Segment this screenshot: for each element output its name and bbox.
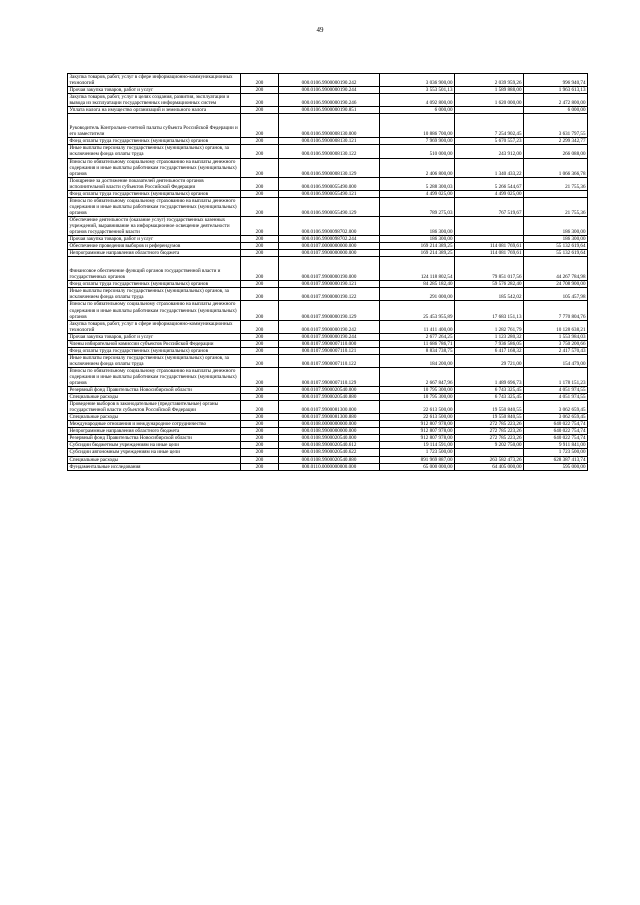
row-name-cell: Прочая закупка товаров, работ и услуг — [68, 236, 241, 243]
row-executed-cell: 1 589 888,00 — [455, 87, 524, 94]
row-admin-code-cell: 200 — [241, 107, 279, 114]
table-row — [68, 177, 588, 190]
table-row — [68, 281, 588, 288]
row-budget-code-cell: 000.0106.9900008130.122 — [279, 145, 380, 158]
row-approved-cell: 1 723 500,00 — [380, 449, 455, 456]
row-approved-cell: 5 288 300,03 — [380, 177, 455, 190]
row-executed-cell: 5 670 557,23 — [455, 138, 524, 145]
row-unexecuted-cell: 266 088,00 — [524, 145, 588, 158]
row-approved-cell: 11 411 400,00 — [380, 320, 455, 333]
row-name-cell: Закупка товаров, работ, услуг в сфере информационно-коммуникационных технологий — [68, 320, 241, 333]
row-budget-code-cell: 000.0107.9900000190.122 — [279, 288, 380, 301]
row-unexecuted-cell: 3 750 200,66 — [524, 340, 588, 347]
row-approved-cell: 291 000,00 — [380, 288, 455, 301]
row-name-cell: Обеспечение проведения выборов и референдумов — [68, 243, 241, 250]
row-approved-cell: 65 000 000,00 — [380, 463, 455, 470]
row-unexecuted-cell: 3 062 659,45 — [524, 414, 588, 421]
table-row — [68, 394, 588, 401]
row-name-cell: Фонд оплаты труда государственных (муниципальных) органов — [68, 138, 241, 145]
row-executed-cell: 7 936 586,05 — [455, 340, 524, 347]
row-approved-cell: 510 000,00 — [380, 145, 455, 158]
row-name-cell: Поощрение за достижение показателей деятельности органов исполнительной власти субъектов Российской Федерации — [68, 177, 241, 190]
row-unexecuted-cell: 628 387 413,74 — [524, 456, 588, 463]
table-row — [68, 449, 588, 456]
row-executed-cell: 5 266 544,67 — [455, 177, 524, 190]
row-executed-cell: 1 123 280,32 — [455, 333, 524, 340]
row-unexecuted-cell: 640 022 754,74 — [524, 435, 588, 442]
row-budget-code-cell: 000.0106.9900000190.851 — [279, 107, 380, 114]
row-approved-cell: 10 795 300,00 — [380, 387, 455, 394]
row-budget-code-cell: 000.0107.9900007110.122 — [279, 354, 380, 367]
row-admin-code-cell: 200 — [241, 421, 279, 428]
table-row — [68, 354, 588, 367]
row-name-cell: Финансовое обеспечение функций органов государственной власти и государственных органов — [68, 257, 241, 281]
row-unexecuted-cell: 186 300,00 — [524, 216, 588, 235]
row-admin-code-cell: 200 — [241, 394, 279, 401]
table-row — [68, 333, 588, 340]
row-name-cell: Взносы по обязательному социальному страхованию на выплаты денежного содержания и иные выплаты работникам государственных (муниципальных) органов — [68, 367, 241, 386]
row-admin-code-cell: 200 — [241, 333, 279, 340]
row-unexecuted-cell: 1 178 151,23 — [524, 367, 588, 386]
row-name-cell: Прочая закупка товаров, работ и услуг — [68, 87, 241, 94]
row-unexecuted-cell: 21 755,36 — [524, 197, 588, 216]
row-name-cell: Взносы по обязательному социальному страхованию на выплаты денежного содержания и иные выплаты работникам государственных (муниципальных) органов — [68, 158, 241, 177]
row-name-cell: Взносы по обязательному социальному страхованию на выплаты денежного содержания и иные выплаты работникам государственных (муниципальных) органов — [68, 197, 241, 216]
row-unexecuted-cell: 21 755,36 — [524, 177, 588, 190]
row-admin-code-cell: 200 — [241, 463, 279, 470]
row-budget-code-cell: 000.0107.9900000000.000 — [279, 250, 380, 257]
row-unexecuted-cell: 996 940,74 — [524, 74, 588, 87]
row-admin-code-cell: 200 — [241, 367, 279, 386]
row-unexecuted-cell: 10 128 638,21 — [524, 320, 588, 333]
row-budget-code-cell: 000.0106.9900000190.242 — [279, 74, 380, 87]
row-approved-cell: 186 300,00 — [380, 216, 455, 235]
row-unexecuted-cell: 2 417 570,43 — [524, 347, 588, 354]
row-unexecuted-cell: 154 479,00 — [524, 354, 588, 367]
row-name-cell: Проведение выборов в законодательные (представительные) органы государственной власти субъектов Российской Федерации — [68, 401, 241, 414]
row-admin-code-cell: 200 — [241, 236, 279, 243]
row-approved-cell: 84 285 182,40 — [380, 281, 455, 288]
row-unexecuted-cell: 640 022 754,74 — [524, 421, 588, 428]
row-approved-cell: 169 214 389,25 — [380, 250, 455, 257]
row-name-cell: Специальные расходы — [68, 456, 241, 463]
row-executed-cell: 59 576 282,40 — [455, 281, 524, 288]
row-budget-code-cell: 000.0108.9900020540.622 — [279, 449, 380, 456]
row-executed-cell: 4 499 025,00 — [455, 190, 524, 197]
row-approved-cell: 912 807 978,00 — [380, 428, 455, 435]
row-name-cell: Субсидии автономным учреждениям на иные цели — [68, 449, 241, 456]
table-row — [68, 463, 588, 470]
row-unexecuted-cell: 1 066 366,78 — [524, 158, 588, 177]
row-budget-code-cell: 000.0106.9900098702.244 — [279, 236, 380, 243]
row-budget-code-cell: 000.0107.9900000190.242 — [279, 320, 380, 333]
table-row — [68, 197, 588, 216]
row-name-cell: Закупка товаров, работ, услуг в целях создания, развития, эксплуатации и вывода из эксплуатации государственных информационных систем — [68, 94, 241, 107]
row-admin-code-cell: 200 — [241, 138, 279, 145]
row-unexecuted-cell: 24 708 900,00 — [524, 281, 588, 288]
row-unexecuted-cell: 7 770 804,76 — [524, 301, 588, 320]
row-approved-cell: 184 200,00 — [380, 354, 455, 367]
table-row — [68, 216, 588, 235]
budget-execution-table — [67, 73, 588, 471]
row-admin-code-cell: 200 — [241, 114, 279, 138]
table-row — [68, 107, 588, 114]
row-executed-cell: 1 282 761,79 — [455, 320, 524, 333]
row-admin-code-cell: 200 — [241, 197, 279, 216]
row-budget-code-cell: 000.0106.9900055490.000 — [279, 177, 380, 190]
row-approved-cell: 912 807 978,00 — [380, 435, 455, 442]
row-executed-cell: 272 785 223,26 — [455, 421, 524, 428]
row-unexecuted-cell: 4 051 974,55 — [524, 387, 588, 394]
row-approved-cell: 2 667 847,96 — [380, 367, 455, 386]
row-budget-code-cell: 000.0107.9900000190.000 — [279, 257, 380, 281]
row-admin-code-cell: 200 — [241, 250, 279, 257]
table-row — [68, 414, 588, 421]
row-name-cell: Фонд оплаты труда государственных (муниципальных) органов — [68, 281, 241, 288]
row-admin-code-cell: 200 — [241, 347, 279, 354]
row-name-cell: Субсидии бюджетным учреждениям на иные цели — [68, 442, 241, 449]
row-admin-code-cell: 200 — [241, 216, 279, 235]
row-budget-code-cell: 000.0107.9900000190.121 — [279, 281, 380, 288]
row-unexecuted-cell: 640 022 754,74 — [524, 428, 588, 435]
row-name-cell: Непрограммные направления областного бюджета — [68, 428, 241, 435]
row-admin-code-cell: 200 — [241, 145, 279, 158]
row-unexecuted-cell: 1 553 984,03 — [524, 333, 588, 340]
row-budget-code-cell: 000.0107.9900007110.121 — [279, 347, 380, 354]
table-row — [68, 114, 588, 138]
row-budget-code-cell: 000.0106.9900008130.121 — [279, 138, 380, 145]
row-executed-cell: 19 550 840,55 — [455, 401, 524, 414]
row-unexecuted-cell: 44 267 784,98 — [524, 257, 588, 281]
row-name-cell: Резервный фонд Правительства Новосибирской области — [68, 435, 241, 442]
row-approved-cell: 891 969 887,00 — [380, 456, 455, 463]
table-row — [68, 190, 588, 197]
row-approved-cell: 22 613 500,00 — [380, 414, 455, 421]
row-admin-code-cell: 200 — [241, 414, 279, 421]
row-budget-code-cell: 000.0110.0000000000.000 — [279, 463, 380, 470]
row-name-cell: Взносы по обязательному социальному страхованию на выплаты денежного содержания и иные выплаты работникам государственных (муниципальных) органов — [68, 301, 241, 320]
row-executed-cell: 1 620 000,00 — [455, 94, 524, 107]
row-executed-cell — [455, 216, 524, 235]
table-row — [68, 401, 588, 414]
table-row — [68, 257, 588, 281]
row-approved-cell: 4 092 800,00 — [380, 94, 455, 107]
table-row — [68, 320, 588, 333]
row-unexecuted-cell: 1 963 613,13 — [524, 87, 588, 94]
row-budget-code-cell: 000.0107.9900007110.000 — [279, 340, 380, 347]
row-admin-code-cell: 200 — [241, 456, 279, 463]
row-admin-code-cell: 200 — [241, 288, 279, 301]
table-row — [68, 347, 588, 354]
row-approved-cell: 11 686 786,71 — [380, 340, 455, 347]
row-admin-code-cell: 200 — [241, 243, 279, 250]
row-name-cell: Фонд оплаты труда государственных (муниципальных) органов — [68, 190, 241, 197]
row-approved-cell: 10 886 700,00 — [380, 114, 455, 138]
row-executed-cell: 1 489 696,73 — [455, 367, 524, 386]
row-approved-cell: 19 114 591,00 — [380, 442, 455, 449]
row-executed-cell: 272 785 223,26 — [455, 428, 524, 435]
row-executed-cell: 272 785 223,26 — [455, 435, 524, 442]
row-unexecuted-cell: 2 472 800,00 — [524, 94, 588, 107]
row-admin-code-cell: 200 — [241, 449, 279, 456]
row-admin-code-cell: 200 — [241, 74, 279, 87]
row-name-cell: Уплата налога на имущество организаций и земельного налога — [68, 107, 241, 114]
row-admin-code-cell: 200 — [241, 158, 279, 177]
row-approved-cell: 22 613 500,00 — [380, 401, 455, 414]
row-executed-cell: 7 254 902,45 — [455, 114, 524, 138]
row-budget-code-cell: 000.0106.9900055490.121 — [279, 190, 380, 197]
row-executed-cell — [455, 236, 524, 243]
row-admin-code-cell: 200 — [241, 87, 279, 94]
row-admin-code-cell: 200 — [241, 354, 279, 367]
page-number: 49 — [316, 26, 324, 34]
budget-table-body — [68, 74, 588, 471]
row-approved-cell: 124 118 802,54 — [380, 257, 455, 281]
row-budget-code-cell: 000.0107.9900000190.129 — [279, 301, 380, 320]
row-approved-cell: 2 677 264,25 — [380, 333, 455, 340]
row-unexecuted-cell: 2 299 342,77 — [524, 138, 588, 145]
row-unexecuted-cell: 1 723 500,00 — [524, 449, 588, 456]
row-approved-cell: 6 000,00 — [380, 107, 455, 114]
row-name-cell: Иные выплаты персоналу государственных (муниципальных) органов, за исключением фонда оплаты труда — [68, 354, 241, 367]
row-executed-cell — [455, 107, 524, 114]
row-executed-cell: 19 550 840,55 — [455, 414, 524, 421]
row-name-cell: Фундаментальные исследования — [68, 463, 241, 470]
table-row — [68, 301, 588, 320]
row-unexecuted-cell — [524, 190, 588, 197]
table-row — [68, 288, 588, 301]
table-row — [68, 94, 588, 107]
table-row — [68, 428, 588, 435]
row-admin-code-cell: 200 — [241, 257, 279, 281]
row-budget-code-cell: 000.0108.9900020540.000 — [279, 435, 380, 442]
row-admin-code-cell: 200 — [241, 190, 279, 197]
row-name-cell: Иные выплаты персоналу государственных (муниципальных) органов, за исключением фонда оплаты труда — [68, 288, 241, 301]
row-name-cell: Прочая закупка товаров, работ и услуг — [68, 333, 241, 340]
row-executed-cell: 79 851 017,56 — [455, 257, 524, 281]
row-budget-code-cell: 000.0107.9900081300.880 — [279, 414, 380, 421]
row-approved-cell: 169 214 389,25 — [380, 243, 455, 250]
row-admin-code-cell: 200 — [241, 94, 279, 107]
table-row — [68, 367, 588, 386]
row-approved-cell: 3 036 900,00 — [380, 74, 455, 87]
row-name-cell: Специальные расходы — [68, 414, 241, 421]
table-row — [68, 456, 588, 463]
table-row — [68, 250, 588, 257]
row-name-cell: Международные отношения и международное сотрудничество — [68, 421, 241, 428]
row-approved-cell: 3 553 501,13 — [380, 87, 455, 94]
row-executed-cell: 263 582 473,26 — [455, 456, 524, 463]
row-approved-cell: 8 834 738,75 — [380, 347, 455, 354]
row-executed-cell: 243 912,00 — [455, 145, 524, 158]
table-row — [68, 340, 588, 347]
row-budget-code-cell: 000.0107.9900020540.000 — [279, 387, 380, 394]
table-row — [68, 87, 588, 94]
table-row — [68, 236, 588, 243]
row-approved-cell: 186 300,00 — [380, 236, 455, 243]
row-admin-code-cell: 200 — [241, 320, 279, 333]
row-budget-code-cell: 000.0108.0000000000.000 — [279, 421, 380, 428]
row-budget-code-cell: 000.0106.9900000190.246 — [279, 94, 380, 107]
row-executed-cell: 6 743 325,45 — [455, 387, 524, 394]
row-budget-code-cell: 000.0107.0000000000.000 — [279, 243, 380, 250]
row-admin-code-cell: 200 — [241, 387, 279, 394]
row-budget-code-cell: 000.0106.9900008130.129 — [279, 158, 380, 177]
row-executed-cell: 6 743 325,45 — [455, 394, 524, 401]
row-unexecuted-cell: 55 132 619,64 — [524, 243, 588, 250]
row-unexecuted-cell: 186 300,00 — [524, 236, 588, 243]
row-budget-code-cell: 000.0106.9900000190.244 — [279, 87, 380, 94]
row-unexecuted-cell: 105 457,98 — [524, 288, 588, 301]
row-executed-cell: 185 542,02 — [455, 288, 524, 301]
row-executed-cell: 114 081 769,61 — [455, 250, 524, 257]
row-name-cell: Иные выплаты персоналу государственных (муниципальных) органов, за исключением фонда оплаты труда — [68, 145, 241, 158]
row-unexecuted-cell: 3 062 659,45 — [524, 401, 588, 414]
row-approved-cell: 2 406 800,00 — [380, 158, 455, 177]
row-executed-cell: 9 202 750,00 — [455, 442, 524, 449]
row-budget-code-cell: 000.0107.9900000190.244 — [279, 333, 380, 340]
row-budget-code-cell: 000.0108.9900000000.000 — [279, 428, 380, 435]
row-approved-cell: 7 969 900,00 — [380, 138, 455, 145]
table-row — [68, 442, 588, 449]
row-admin-code-cell: 200 — [241, 401, 279, 414]
row-admin-code-cell: 200 — [241, 301, 279, 320]
row-budget-code-cell: 000.0107.9900007110.129 — [279, 367, 380, 386]
row-budget-code-cell: 000.0108.9900020540.880 — [279, 456, 380, 463]
row-executed-cell: 2 039 959,26 — [455, 74, 524, 87]
row-executed-cell: 767 519,67 — [455, 197, 524, 216]
row-executed-cell: 17 683 151,13 — [455, 301, 524, 320]
row-unexecuted-cell: 595 000,00 — [524, 463, 588, 470]
row-budget-code-cell: 000.0107.9900081300.000 — [279, 401, 380, 414]
row-budget-code-cell: 000.0107.9900020540.880 — [279, 394, 380, 401]
row-budget-code-cell: 000.0106.9900098702.000 — [279, 216, 380, 235]
table-row — [68, 243, 588, 250]
table-row — [68, 145, 588, 158]
row-executed-cell: 6 417 168,32 — [455, 347, 524, 354]
row-approved-cell: 25 453 955,89 — [380, 301, 455, 320]
row-admin-code-cell: 200 — [241, 442, 279, 449]
row-unexecuted-cell: 4 051 974,55 — [524, 394, 588, 401]
row-admin-code-cell: 200 — [241, 435, 279, 442]
table-row — [68, 421, 588, 428]
row-name-cell: Закупка товаров, работ, услуг в сфере информационно-коммуникационных технологий — [68, 74, 241, 87]
row-unexecuted-cell: 6 000,00 — [524, 107, 588, 114]
row-executed-cell — [455, 449, 524, 456]
row-name-cell: Фонд оплаты труда государственных (муниципальных) органов — [68, 347, 241, 354]
row-executed-cell: 29 721,00 — [455, 354, 524, 367]
row-budget-code-cell: 000.0106.9900008130.000 — [279, 114, 380, 138]
row-approved-cell: 4 499 025,00 — [380, 190, 455, 197]
table-row — [68, 74, 588, 87]
table-row — [68, 138, 588, 145]
row-admin-code-cell: 200 — [241, 428, 279, 435]
row-budget-code-cell: 000.0108.9900020540.612 — [279, 442, 380, 449]
row-executed-cell: 1 340 433,22 — [455, 158, 524, 177]
row-name-cell: Специальные расходы — [68, 394, 241, 401]
row-budget-code-cell: 000.0106.9900055490.129 — [279, 197, 380, 216]
row-unexecuted-cell: 55 132 619,64 — [524, 250, 588, 257]
row-approved-cell: 10 795 300,00 — [380, 394, 455, 401]
row-name-cell: Резервный фонд Правительства Новосибирской области — [68, 387, 241, 394]
row-unexecuted-cell: 3 631 797,55 — [524, 114, 588, 138]
row-name-cell: Члены избирательной комиссии субъектов Российской Федерации — [68, 340, 241, 347]
row-name-cell: Руководитель Контрольно-счетной палаты субъекта Российской Федерации и его заместители — [68, 114, 241, 138]
row-name-cell: Обеспечение деятельности (оказание услуг) государственных казенных учреждений, выравнивание на информационное освещение деятельности органов государственной власти — [68, 216, 241, 235]
row-executed-cell: 64 405 000,00 — [455, 463, 524, 470]
row-approved-cell: 789 275,03 — [380, 197, 455, 216]
row-admin-code-cell: 200 — [241, 340, 279, 347]
row-name-cell: Непрограммные направления областного бюджета — [68, 250, 241, 257]
row-admin-code-cell: 200 — [241, 281, 279, 288]
row-approved-cell: 912 807 978,00 — [380, 421, 455, 428]
table-row — [68, 435, 588, 442]
row-executed-cell: 114 081 769,61 — [455, 243, 524, 250]
row-unexecuted-cell: 9 911 841,00 — [524, 442, 588, 449]
table-row — [68, 387, 588, 394]
row-admin-code-cell: 200 — [241, 177, 279, 190]
table-row — [68, 158, 588, 177]
